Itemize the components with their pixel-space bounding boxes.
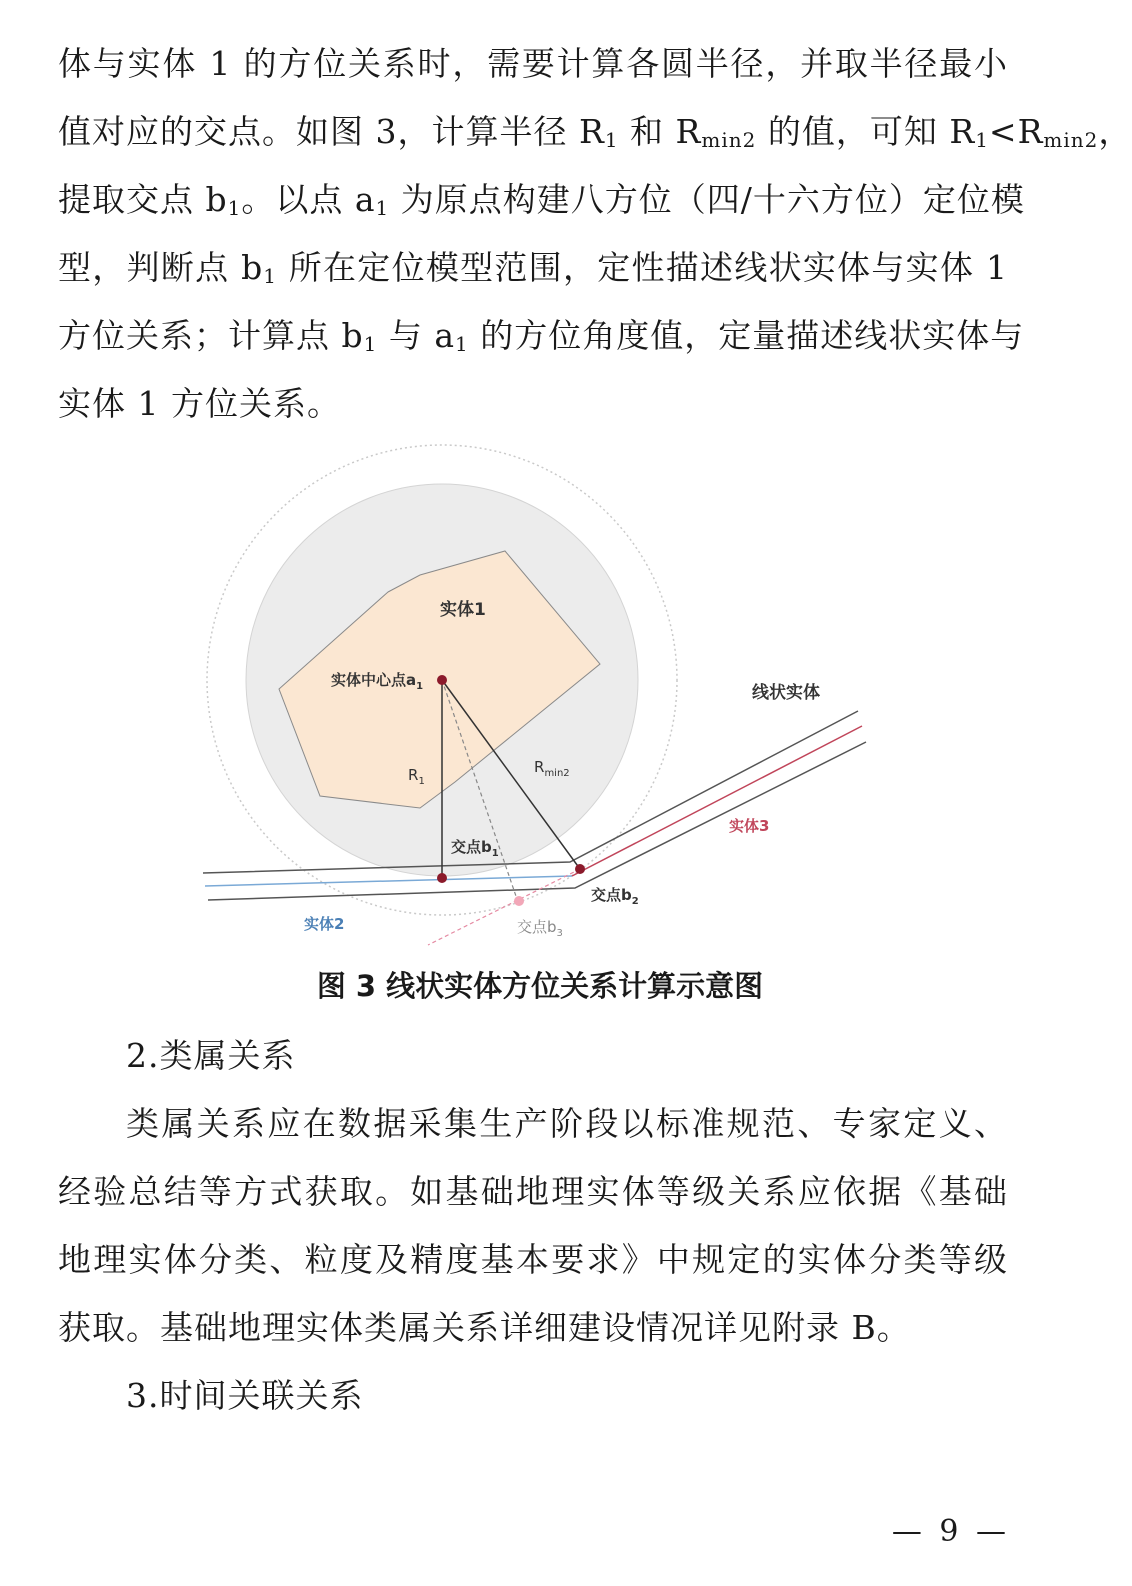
paragraph-line: 值对应的交点。如图 3，计算半径 $R_1$ 和 $R_{min2}$ 的值，可知 $R_1<R_{min2}$， [58,112,1132,152]
page-number: — 9 — [891,1514,1010,1549]
paragraph-line: 经验总结等方式获取。如基础地理实体等级关系应依据《基础 [58,1172,1008,1211]
paragraph-line: 类属关系应在数据采集生产阶段以标准规范、专家定义、 [126,1104,1008,1143]
paragraph-line: 实体 1 方位关系。 [58,384,341,423]
paragraph-line: 获取。基础地理实体类属关系详细建设情况详见附录 B。 [58,1308,911,1347]
paragraph-line: 体与实体 1 的方位关系时，需要计算各圆半径，并取半径最小 [58,44,1008,83]
paragraph-line: 方位关系；计算点 $b_1$ 与 $a_1$ 的方位角度值，定量描述线状实体与 [58,316,1025,356]
r1-label: $R_1$ [408,766,425,787]
entity2-centerline [205,876,572,886]
b3-label: 交点$b_3$ [517,918,563,939]
paragraph-line: 型，判断点 $b_1$ 所在定位模型范围，定性描述线状实体与实体 1 [58,248,1008,288]
paragraph-line: 地理实体分类、粒度及精度基本要求》中规定的实体分类等级 [58,1240,1008,1279]
paragraph-line: 提取交点 $b_1$。以点 $a_1$ 为原点构建八方位（四/十六方位）定位模 [58,180,1025,220]
section-heading: 3.时间关联关系 [126,1376,364,1415]
figure-3-diagram [195,440,880,955]
center-point-label: 实体中心点$a_1$ [331,671,424,692]
figure-caption: 图 3 线状实体方位关系计算示意图 [316,969,764,1003]
intersection-point-b3 [514,896,524,906]
b1-label: 交点$b_1$ [451,838,499,859]
linear-entity-label: 线状实体 [752,683,820,703]
b2-label: 交点$b_2$ [591,886,639,907]
rmin2-label: $R_{min2}$ [534,758,570,779]
entity1-label: 实体1 [440,600,486,620]
center-point-a1 [437,675,447,685]
intersection-point-b1 [437,873,447,883]
intersection-point-b2 [575,864,585,874]
section-heading: 2.类属关系 [126,1036,296,1075]
entity2-label: 实体2 [304,915,345,933]
entity3-label: 实体3 [729,817,770,835]
